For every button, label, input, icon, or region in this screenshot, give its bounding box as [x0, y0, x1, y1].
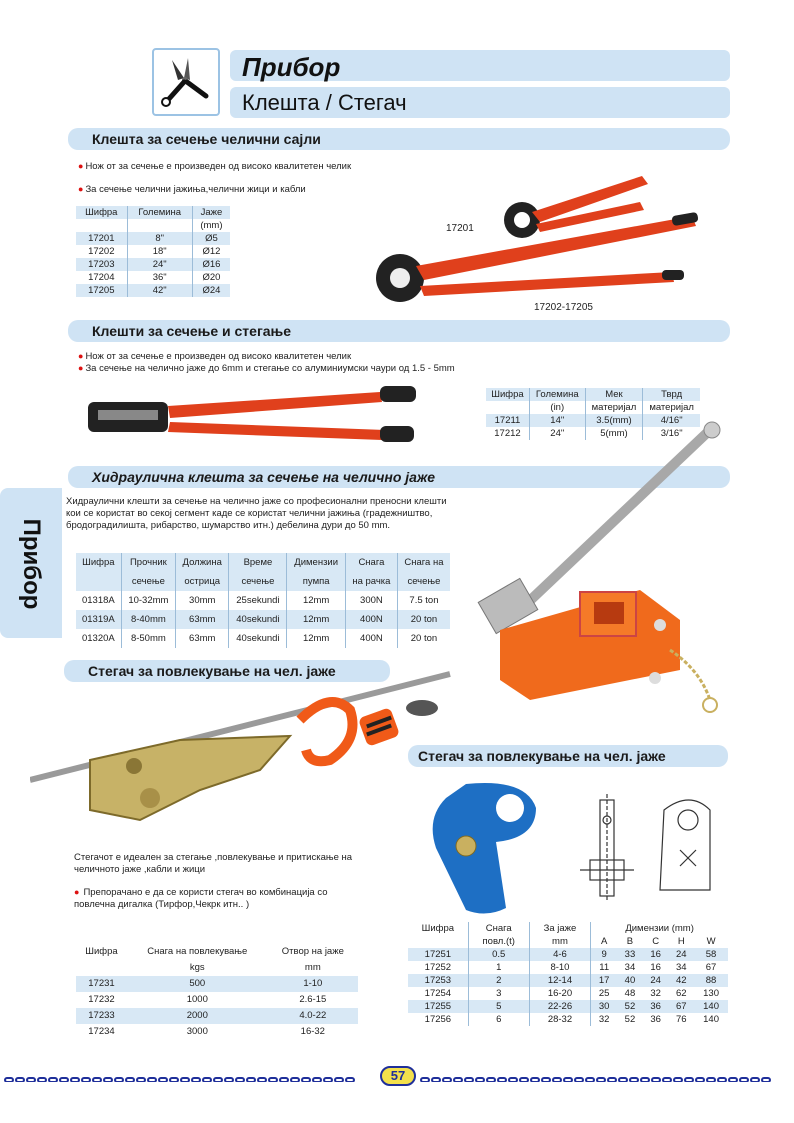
table-row: 17204 36" Ø20	[76, 271, 230, 284]
chain-link-icon	[257, 1077, 267, 1082]
chain-link-icon	[651, 1077, 661, 1082]
footer-chain-left	[4, 1070, 376, 1082]
page-subtitle: Клешта / Стегач	[242, 90, 407, 115]
chain-link-icon	[750, 1077, 760, 1082]
chain-link-icon	[684, 1077, 694, 1082]
paragraph-s4: Стегачот е идеален за стегање ,повлекување и притискање на челичното јаже ,кабли и жици	[74, 852, 353, 875]
chain-link-icon	[125, 1077, 135, 1082]
chain-link-icon	[728, 1077, 738, 1082]
chain-link-icon	[662, 1077, 672, 1082]
chain-link-icon	[169, 1077, 179, 1082]
table-row: 01319A 8-40mm 63mm 40sekundi 12mm 400N 20 ton	[76, 610, 450, 629]
chain-link-icon	[70, 1077, 80, 1082]
chain-link-icon	[15, 1077, 25, 1082]
bullet-dot-icon: ●	[78, 363, 84, 373]
table-row: 17203 24" Ø16	[76, 258, 230, 271]
bullet-dot-icon: ●	[78, 161, 84, 171]
label-17201: 17201	[446, 223, 474, 234]
chain-link-icon	[279, 1077, 289, 1082]
table-s3: Шифра Прочник Должина Време Димензии Снага Снага на сечење острица сечење пумпа на рачка сечење 01318A 10-32mm 30mm 25sekundi 12mm 300N 7.5 ton 01319A 8-40mm 63mm 40sekundi 12mm 400N 20 ton 01320A 8-50mm 63mm 40sekundi 12mm 400N 20 ton	[76, 553, 450, 648]
chain-link-icon	[312, 1077, 322, 1082]
chain-link-icon	[717, 1077, 727, 1082]
section-title-3: Хидраулична клешта за сечење на челично јаже	[92, 469, 436, 485]
table-row: 17254 3 16-20 25 48 32 62 130	[408, 987, 728, 1000]
table-row: 17234 3000 16-32	[76, 1024, 358, 1040]
chain-link-icon	[475, 1077, 485, 1082]
technical-drawing	[560, 790, 720, 906]
chain-link-icon	[442, 1077, 452, 1082]
blue-clamp-image	[426, 778, 536, 918]
chain-link-icon	[114, 1077, 124, 1082]
table-row: 01318A 10-32mm 30mm 25sekundi 12mm 300N 7.5 ton	[76, 591, 450, 610]
chain-link-icon	[552, 1077, 562, 1082]
table-s1: Шифра Големина Јаже (mm) 17201 8" Ø5 17202 18" Ø12 17203 24" Ø16 17204 36" Ø20 17205 42" Ø24	[76, 206, 230, 297]
chain-link-icon	[695, 1077, 705, 1082]
chain-link-icon	[103, 1077, 113, 1082]
chain-link-icon	[4, 1077, 14, 1082]
chain-link-icon	[158, 1077, 168, 1082]
chain-link-icon	[497, 1077, 507, 1082]
table-s5: Шифра Снага За јаже Димензии (mm) повл.(t) mm A B C H W 17251 0.5 4-6 9 33 16 24 58 17252 1 8-10 11 34 16 34 67 17253 2 12-14 17 40 24 42 88 17254 3 16-20 25 48 32 62 130 17255 5 22-26 30 52 36 67 140 17256 6 28-32 32 52 36 76 140	[408, 922, 728, 1026]
chain-link-icon	[508, 1077, 518, 1082]
section-bar-1	[68, 128, 730, 150]
chain-link-icon	[640, 1077, 650, 1082]
header-subtitle-bar	[230, 87, 730, 118]
table-row: 17256 6 28-32 32 52 36 76 140	[408, 1013, 728, 1026]
chain-link-icon	[81, 1077, 91, 1082]
header-title-bar	[230, 50, 730, 81]
table-row: 17231 500 1-10	[76, 976, 358, 992]
chain-link-icon	[453, 1077, 463, 1082]
page-title: Прибор	[242, 52, 341, 82]
chain-link-icon	[268, 1077, 278, 1082]
label-17202-17205: 17202-17205	[534, 302, 593, 313]
bullet-1-1: ● Нож от за сечење е произведен од високо квалитетен челик	[78, 161, 352, 172]
chain-link-icon	[37, 1077, 47, 1082]
table-row: 17253 2 12-14 17 40 24 42 88	[408, 974, 728, 987]
hydraulic-cutter-image	[470, 420, 730, 720]
chain-link-icon	[202, 1077, 212, 1082]
bullet-2-1: ● Нож от за сечење е произведен од високо квалитетен челик	[78, 351, 352, 362]
chain-link-icon	[541, 1077, 551, 1082]
chain-link-icon	[26, 1077, 36, 1082]
chain-link-icon	[464, 1077, 474, 1082]
cable-pulling-clamp-image	[30, 670, 460, 850]
chain-link-icon	[530, 1077, 540, 1082]
table-row: 01320A 8-50mm 63mm 40sekundi 12mm 400N 20 ton	[76, 629, 450, 648]
chain-link-icon	[147, 1077, 157, 1082]
chain-link-icon	[213, 1077, 223, 1082]
cable-cutters-image	[372, 168, 712, 318]
chain-link-icon	[48, 1077, 58, 1082]
chain-link-icon	[323, 1077, 333, 1082]
table-row: 17252 1 8-10 11 34 16 34 67	[408, 961, 728, 974]
table-row: 17211 14" 3.5(mm) 4/16"	[486, 414, 700, 427]
chain-link-icon	[673, 1077, 683, 1082]
side-tab	[0, 488, 62, 638]
bullet-1-2: ● За сечење челични јажиња,челични жици и кабли	[78, 184, 306, 195]
chain-link-icon	[334, 1077, 344, 1082]
table-row: 17233 2000 4.0-22	[76, 1008, 358, 1024]
chain-link-icon	[563, 1077, 573, 1082]
section-title-2: Клешти за сечење и стегање	[92, 323, 292, 339]
side-tab-label: Прибор	[18, 518, 45, 610]
chain-link-icon	[290, 1077, 300, 1082]
chain-link-icon	[585, 1077, 595, 1082]
chain-link-icon	[519, 1077, 529, 1082]
section-title-5: Стегач за повлекување на чел. јаже	[418, 748, 666, 764]
cable-cutter-icon	[154, 50, 218, 114]
bullet-dot-icon: ●	[74, 887, 80, 897]
chain-link-icon	[92, 1077, 102, 1082]
table-row: 17205 42" Ø24	[76, 284, 230, 297]
section-bar-2	[68, 320, 730, 342]
bullet-s4: ● Препорачано е да се користи стегач во комбинација со повлечна дигалка (Тирфор,Чекрк итн.. )	[74, 887, 328, 910]
bullet-dot-icon: ●	[78, 184, 84, 194]
header-icon-box	[152, 48, 220, 116]
chain-link-icon	[191, 1077, 201, 1082]
paragraph-s3: Хидраулични клешти за сечење на челично јаже со професионални преносни клешти кои се користат во секој сегмент каде се користат челични јажиња (градежништво, бродоградилишта, рибарство, шумарство итн.) дебелина дури до 50 mm.	[66, 496, 447, 531]
chain-link-icon	[739, 1077, 749, 1082]
chain-link-icon	[706, 1077, 716, 1082]
page-number: 57	[380, 1066, 416, 1086]
chain-link-icon	[629, 1077, 639, 1082]
chain-link-icon	[618, 1077, 628, 1082]
chain-link-icon	[607, 1077, 617, 1082]
section-title-1: Клешта за сечење челични сајли	[92, 131, 321, 147]
section-title-4: Стегач за повлекување на чел. јаже	[88, 663, 336, 679]
chain-link-icon	[431, 1077, 441, 1082]
chain-link-icon	[180, 1077, 190, 1082]
chain-link-icon	[246, 1077, 256, 1082]
chain-link-icon	[574, 1077, 584, 1082]
table-row: 17202 18" Ø12	[76, 245, 230, 258]
chain-link-icon	[59, 1077, 69, 1082]
table-s4: Шифра Снага на повлекување Отвор на јаже kgs mm 17231 500 1-10 17232 1000 2.6-15 17233 2000 4.0-22 17234 3000 16-32	[76, 944, 358, 1040]
crimp-cutter-image	[84, 380, 418, 452]
table-row: 17212 24" 5(mm) 3/16"	[486, 427, 700, 440]
chain-link-icon	[486, 1077, 496, 1082]
table-s2: Шифра Големина Мек Тврд (in) материјал материјал 17211 14" 3.5(mm) 4/16" 17212 24" 5(mm) 3/16"	[486, 388, 700, 440]
chain-link-icon	[224, 1077, 234, 1082]
table-row: 17251 0.5 4-6 9 33 16 24 58	[408, 948, 728, 961]
bullet-dot-icon: ●	[78, 351, 84, 361]
chain-link-icon	[235, 1077, 245, 1082]
chain-link-icon	[301, 1077, 311, 1082]
chain-link-icon	[761, 1077, 771, 1082]
table-row: 17255 5 22-26 30 52 36 67 140	[408, 1000, 728, 1013]
table-row: 17201 8" Ø5	[76, 232, 230, 245]
chain-link-icon	[596, 1077, 606, 1082]
footer-chain-right	[420, 1070, 790, 1082]
section-bar-5	[408, 745, 728, 767]
table-row: 17232 1000 2.6-15	[76, 992, 358, 1008]
chain-link-icon	[345, 1077, 355, 1082]
chain-link-icon	[136, 1077, 146, 1082]
bullet-2-2: ● За сечење на челично јаже до 6mm и стегање со алуминиумски чаури од 1.5 - 5mm	[78, 363, 455, 374]
chain-link-icon	[420, 1077, 430, 1082]
